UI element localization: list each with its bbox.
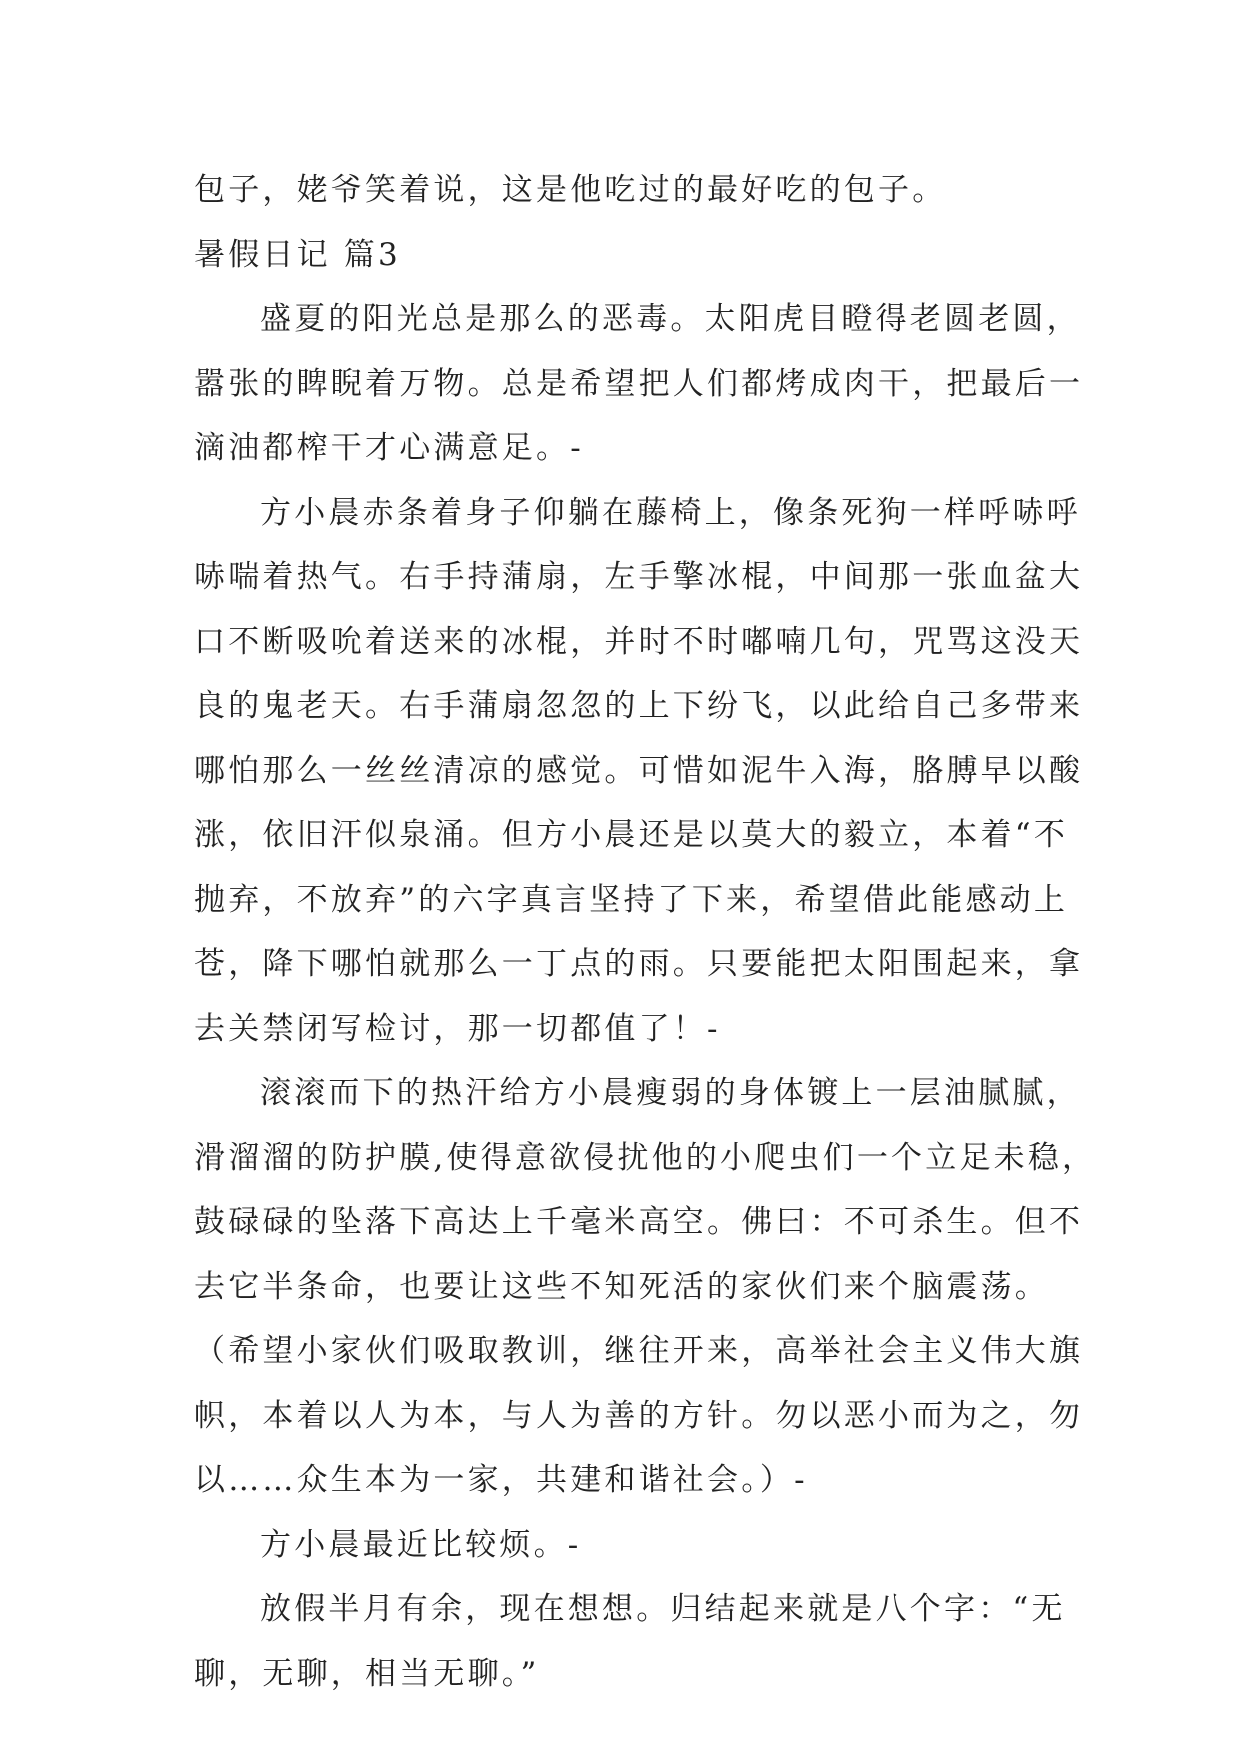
text-line: 帜，本着以人为本，与人为善的方针。勿以恶小而为之，勿 (194, 1397, 1084, 1434)
text-line: 滚滚而下的热汗给方小晨瘦弱的身体镀上一层油腻腻， (260, 1075, 1081, 1111)
text-line: 去它半条命，也要让这些不知死活的家伙们来个脑震荡。 (194, 1268, 1049, 1305)
section-heading: 暑假日记 篇3 (194, 236, 401, 273)
text-line: 包子，姥爷笑着说，这是他吃过的最好吃的包子。 (194, 172, 947, 208)
text-line: 哧喘着热气。右手持蒲扇，左手擎冰棍，中间那一张血盆大 (194, 559, 1084, 595)
text-line: （希望小家伙们吸取教训，继往开来，高举社会主义伟大旗 (194, 1333, 1084, 1369)
text-line: 苍，降下哪怕就那么一丁点的雨。只要能把太阳围起来，拿 (194, 946, 1084, 982)
text-line: 方小晨赤条着身子仰躺在藤椅上，像条死狗一样呼哧呼 (260, 494, 1081, 531)
text-line: 以……众生本为一家，共建和谐社会。）- (194, 1462, 808, 1498)
document-body (194, 158, 1097, 1706)
text-line: 盛夏的阳光总是那么的恶毒。太阳虎目瞪得老圆老圆， (260, 301, 1081, 337)
text-line: 滴油都榨干才心满意足。- (194, 430, 584, 466)
text-line: 哪怕那么一丝丝清凉的感觉。可惜如泥牛入海，胳膊早以酸 (194, 752, 1084, 789)
text-line: 口不断吸吮着送来的冰棍，并时不时嘟喃几句，咒骂这没天 (194, 623, 1084, 660)
text-line: 滑溜溜的防护膜,使得意欲侵扰他的小爬虫们一个立足未稳， (194, 1139, 1097, 1176)
text-line: 抛弃，不放弃”的六字真言坚持了下来，希望借此能感动上 (194, 881, 1069, 918)
text-line: 放假半月有余，现在想想。归结起来就是八个字：“无 (260, 1591, 1066, 1627)
text-line: 方小晨最近比较烦。- (260, 1526, 582, 1563)
text-line: 去关禁闭写检讨，那一切都值了！- (194, 1010, 721, 1047)
text-line: 良的鬼老天。右手蒲扇忽忽的上下纷飞，以此给自己多带来 (194, 688, 1084, 724)
text-line: 涨，依旧汗似泉涌。但方小晨还是以莫大的毅立，本着“不 (194, 817, 1069, 853)
text-line: 聊，无聊，相当无聊。” (194, 1655, 540, 1692)
text-line: 鼓碌碌的坠落下高达上千毫米高空。佛曰：不可杀生。但不 (194, 1204, 1084, 1240)
text-line: 嚣张的睥睨着万物。总是希望把人们都烤成肉干，把最后一 (194, 365, 1084, 402)
